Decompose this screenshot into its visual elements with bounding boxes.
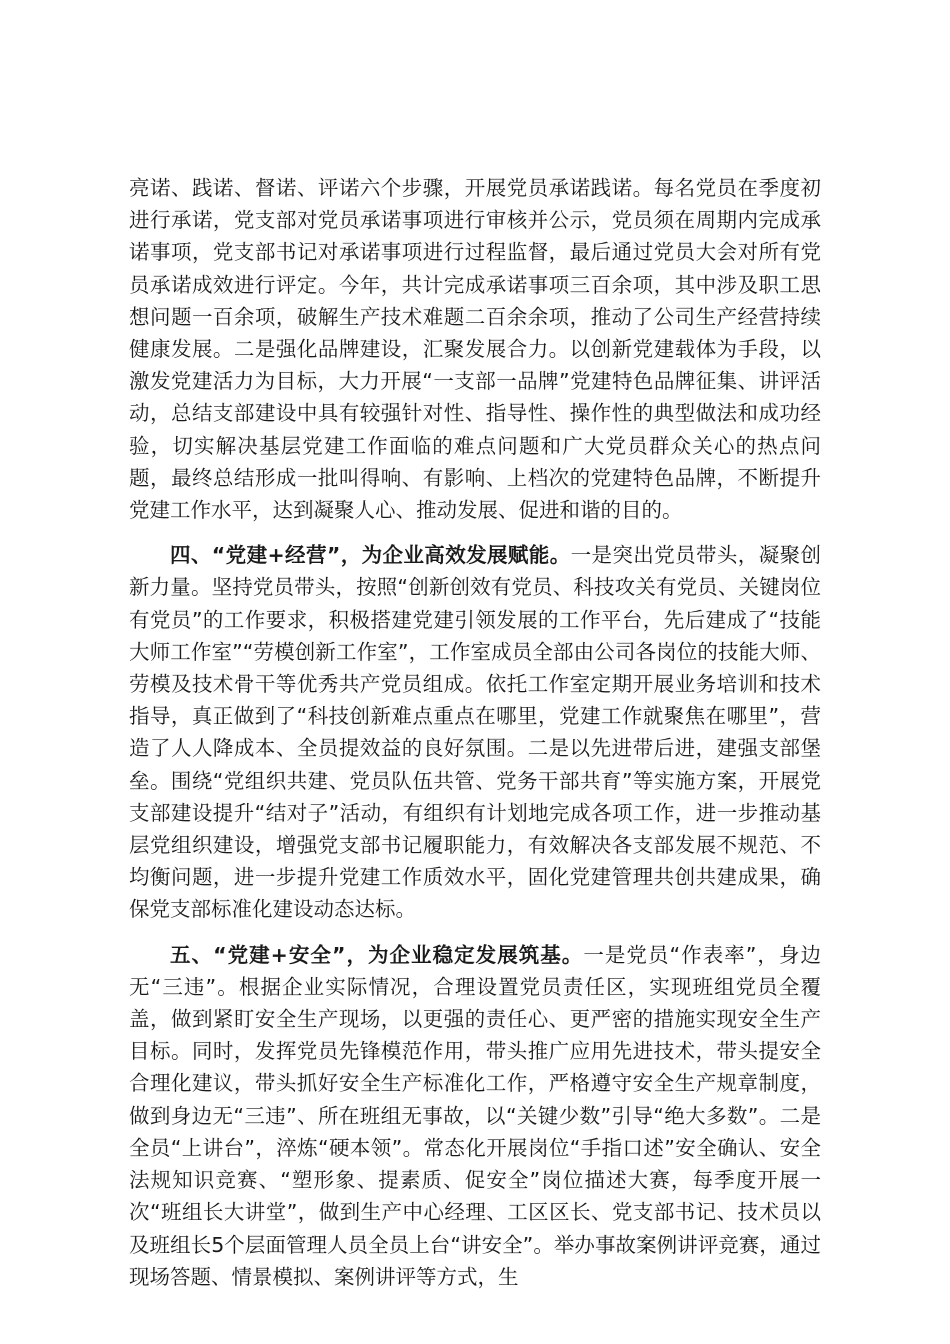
paragraph-body: 亮诺、践诺、督诺、评诺六个步骤，开展党员承诺践诺。每名党员在季度初进行承诺，党支部对党员承诺事项进行审核并公示，党员须在周期内完成承诺事项，党支部书记对承诺事项进行过程监督，最后通过党员大会对所有党员承诺成效进行评定。今年，共计完成承诺事项三百余项，其中涉及职工思想问题一百余项，破解生产技术难题二百余余项，推动了公司生产经营持续健康发展。二是强化品牌建设，汇聚发展合力。以创新党建载体为手段，以激发党建活力为目标，大力开展“一支部一品牌”党建特色品牌征集、讲评活动，总结支部建设中具有较强针对性、指导性、操作性的典型做法和成功经验，切实解决基层党建工作面临的难点问题和广大党员群众关心的热点问题，最终总结形成一批叫得响、有影响、上档次的党建特色品牌，不断提升党建工作水平，达到凝聚人心、推动发展、促进和谐的目的。 [129, 176, 821, 523]
section-heading: 四、“党建+经营”，为企业高效发展赋能。 [170, 543, 571, 568]
paragraph-section-five [129, 939, 821, 1293]
section-heading: 五、“党建+安全”，为企业稳定发展筑基。 [170, 942, 584, 967]
paragraph-section-four [129, 539, 821, 925]
paragraph-body: 一是党员“作表率”，身边无“三违”。根据企业实际情况，合理设置党员责任区，实现班组党员全覆盖，做到紧盯安全生产现场，以更强的责任心、更严密的措施实现安全生产目标。同时，发挥党员先锋模范作用，带头推广应用先进技术，带头提安全合理化建议，带头抓好安全生产标准化工作，严格遵守安全生产规章制度，做到身边无“三违”、所在班组无事故，以“关键少数”引导“绝大多数”。二是全员“上讲台”，淬炼“硬本领”。常态化开展岗位“手指口述”安全确认、安全法规知识竞赛、“塑形象、提素质、促安全”岗位描述大赛，每季度开展一次“班组长大讲堂”，做到生产中心经理、工区区长、党支部书记、技术员以及班组长5个层面管理人员全员上台“讲安全”。举办事故案例讲评竞赛，通过现场答题、情景模拟、案例讲评等方式，生 [129, 942, 821, 1289]
document-body [129, 172, 821, 1306]
paragraph-body: 一是突出党员带头，凝聚创新力量。坚持党员带头，按照“创新创效有党员、科技攻关有党员、关键岗位有党员”的工作要求，积极搭建党建引领发展的工作平台，先后建成了“技能大师工作室”“劳模创新工作室”，工作室成员全部由公司各岗位的技能大师、劳模及技术骨干等优秀共产党员组成。依托工作室定期开展业务培训和技术指导，真正做到了“科技创新难点重点在哪里，党建工作就聚焦在哪里”，营造了人人降成本、全员提效益的良好氛围。二是以先进带后进，建强支部堡垒。围绕“党组织共建、党员队伍共管、党务干部共育”等实施方案，开展党支部建设提升“结对子”活动，有组织有计划地完成各项工作，进一步推动基层党组织建设，增强党支部书记履职能力，有效解决各支部发展不规范、不均衡问题，进一步提升党建工作质效水平，固化党建管理共创共建成果，确保党支部标准化建设动态达标。 [129, 543, 821, 922]
paragraph-continuation [129, 172, 821, 526]
